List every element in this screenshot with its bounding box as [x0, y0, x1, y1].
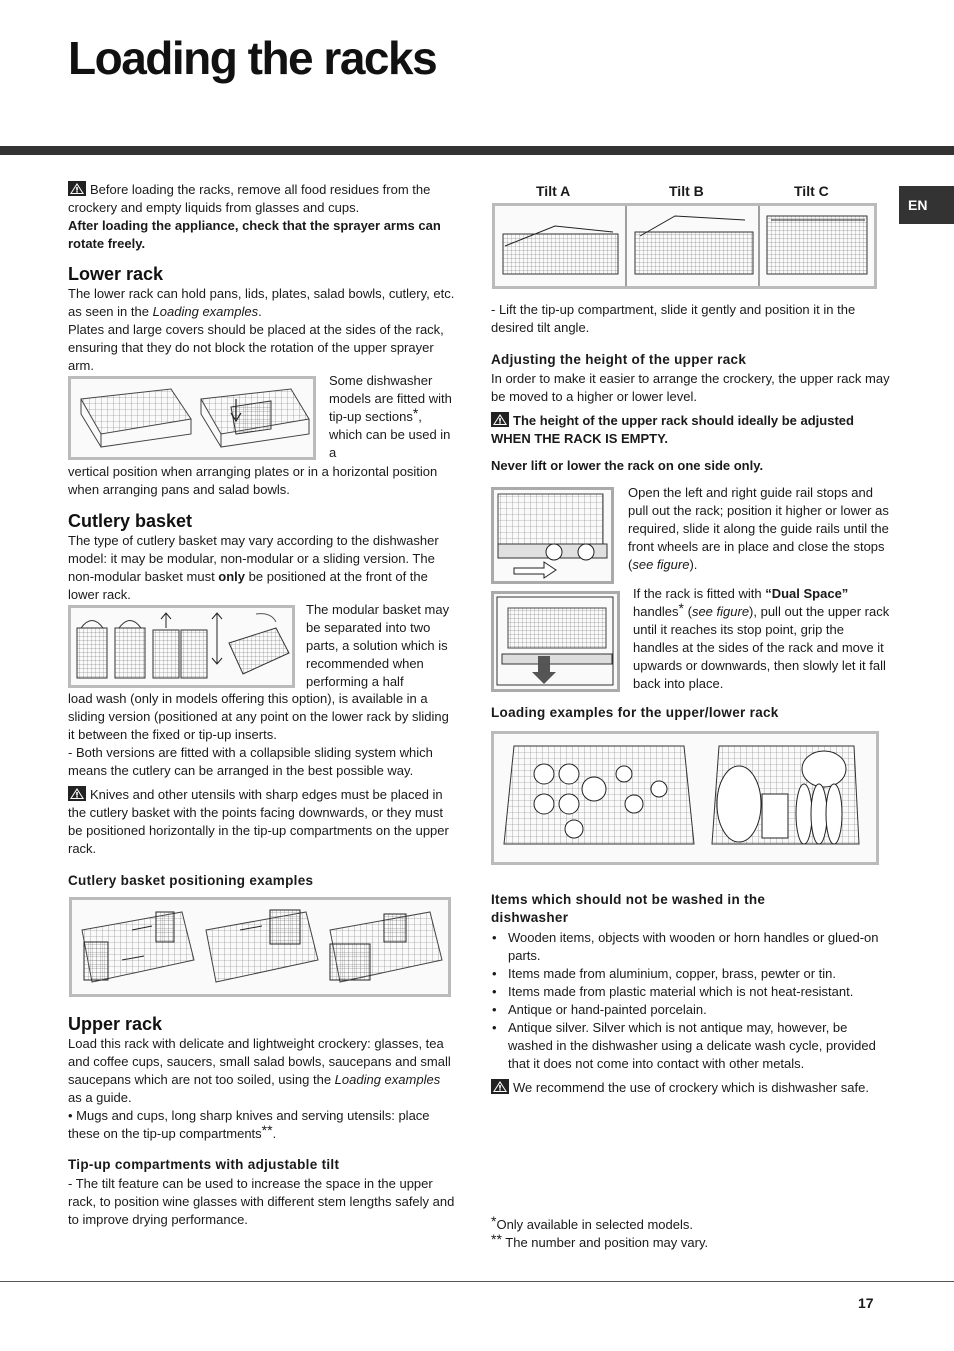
loading-examples-heading: Loading examples for the upper/lower rack — [491, 705, 779, 720]
cutlery-positioning-drawing — [72, 900, 448, 994]
modular-basket-side-text: The modular basket may be separated into two parts, a solution which is recommended when performing a half — [306, 602, 450, 689]
cutlery-positioning-illustration — [69, 897, 451, 997]
tilt-text: - Lift the tip-up compartment, slide it gently and position it in the desired tilt angle. — [491, 302, 856, 335]
tip-up-text: - The tilt feature can be used to increase the space in the upper rack, to position wine glasses with different stem lengths safely and to improve drying performance. — [68, 1176, 455, 1227]
page-number: 17 — [858, 1295, 874, 1311]
tilt-b-label: Tilt B — [669, 183, 704, 199]
lower-rack-continued: vertical position when arranging plates or in a horizontal position when arranging pans and salad bowls. — [68, 464, 438, 497]
intro-block — [68, 181, 456, 253]
intro-text: Before loading the racks, remove all food residues from the crockery and empty liquids from glasses and cups. — [68, 182, 431, 215]
intro-bold: After loading the appliance, check that the sprayer arms can rotate freely. — [68, 218, 441, 251]
lower-rack-p2: Plates and large covers should be placed at the sides of the rack, ensuring that they do not block the rotation of the upper sprayer arm. — [68, 322, 444, 373]
upper-rack-heading: Upper rack — [68, 1014, 163, 1034]
adjust-height-text: In order to make it easier to arrange the crockery, the upper rack may be moved to a higher or lower level. — [491, 371, 890, 404]
list-item: • Antique silver. Silver which is not antique may, however, be washed in the dishwasher using a delicate wash cycle, provided that it does not come into contact with other metals. — [491, 1019, 891, 1073]
warning-icon — [491, 412, 509, 427]
footnotes — [491, 1213, 891, 1252]
cutlery-p1: The type of cutlery basket may vary according to the dishwasher model: it may be modular, non-modular or a sliding version. The non-modular basket must only be positioned at the front of the lower rack. — [68, 533, 439, 602]
lower-rack-heading: Lower rack — [68, 264, 164, 284]
not-washed-list — [491, 929, 891, 1073]
footnote-1: *Only available in selected models. — [491, 1213, 694, 1232]
page-title: Loading the racks — [68, 32, 437, 84]
cutlery-continued: load wash (only in models offering this option), is available in a sliding version (positioned at any point on the lower rack by sliding it between the fixed or tip-up inserts. - Both versions are fitted with a collapsible sliding system which means the cutlery can be arranged in the best possible way. — [68, 691, 449, 778]
dishwasher-safe-warning: We recommend the use of crockery which is dishwasher safe. — [491, 1079, 901, 1097]
dual-space-text: If the rack is fitted with “Dual Space” handles* (see figure), pull out the upper rack until it reaches its stop point, grip the handles at the sides of the rack and move it upwards or downwards, then slowly let it fall back into place. — [633, 586, 890, 691]
tilt-illustration — [492, 203, 877, 289]
list-item: • Items made from plastic material which is not heat-resistant. — [491, 983, 891, 1001]
loading-examples-illustration — [491, 731, 879, 865]
list-item: • Items made from aluminium, copper, brass, pewter or tin. — [491, 965, 891, 983]
tip-up-sections-illustration — [68, 376, 316, 460]
cutlery-basket-drawing — [71, 608, 292, 685]
adjust-height-warning: The height of the upper rack should ideally be adjusted WHEN THE RACK IS EMPTY. — [491, 413, 854, 446]
dual-space-illustration — [491, 591, 620, 692]
lower-rack-p1: The lower rack can hold pans, lids, plates, salad bowls, cutlery, etc. as seen in the Loading examples. — [68, 286, 455, 319]
tilt-c-label: Tilt C — [794, 183, 829, 199]
cutlery-examples-heading: Cutlery basket positioning examples — [68, 873, 314, 888]
lower-rack-text — [68, 285, 456, 375]
guide-rail-drawing — [494, 490, 611, 581]
list-item: • Antique or hand-painted porcelain. — [491, 1001, 891, 1019]
guide-rail-text: Open the left and right guide rail stops and pull out the rack; position it higher or lower as required, slide it along the guide rails until the front wheels are in place and close the stops (see figure). — [628, 485, 889, 572]
warning-icon — [491, 1079, 509, 1094]
warning-icon — [68, 786, 86, 801]
footer-rule — [0, 1281, 954, 1282]
not-washed-heading: Items which should not be washed in the dishwasher — [491, 892, 766, 925]
list-item: • Wooden items, objects with wooden or horn handles or glued-on parts. — [491, 929, 891, 965]
header-bar — [0, 146, 954, 155]
dual-space-drawing — [494, 594, 617, 689]
warning-icon — [68, 181, 86, 196]
tilt-drawing — [495, 206, 874, 286]
tip-up-heading: Tip-up compartments with adjustable tilt — [68, 1157, 340, 1172]
tip-up-sections-side-text: Some dishwasher models are fitted with tip-up sections*, which can be used in a — [329, 373, 452, 460]
adjust-height-heading: Adjusting the height of the upper rack — [491, 352, 747, 367]
never-lift-text: Never lift or lower the rack on one side only. — [491, 458, 764, 473]
cutlery-basket-heading: Cutlery basket — [68, 511, 193, 531]
loading-examples-drawing — [494, 734, 876, 862]
tilt-a-label: Tilt A — [536, 183, 571, 199]
lower-rack-drawing — [71, 379, 313, 457]
cutlery-warning: Knives and other utensils with sharp edges must be placed in the cutlery basket with the points facing downwards, or they must be positioned horizontally in the tip-up compartments on the upper rack. — [68, 787, 449, 856]
footnote-2: ** The number and position may vary. — [491, 1231, 709, 1250]
language-tab: EN — [899, 186, 954, 224]
upper-rack-text: Load this rack with delicate and lightweight crockery: glasses, tea and coffee cups, saucers, small salad bowls, saucepans and small saucepans which are not too soiled, using the Loading examples as a guide. • Mugs and cups, long sharp knives and serving utensils: place these on the tip-up compartments**. — [68, 1036, 451, 1141]
cutlery-basket-illustration — [68, 605, 295, 688]
guide-rail-illustration — [491, 487, 614, 584]
